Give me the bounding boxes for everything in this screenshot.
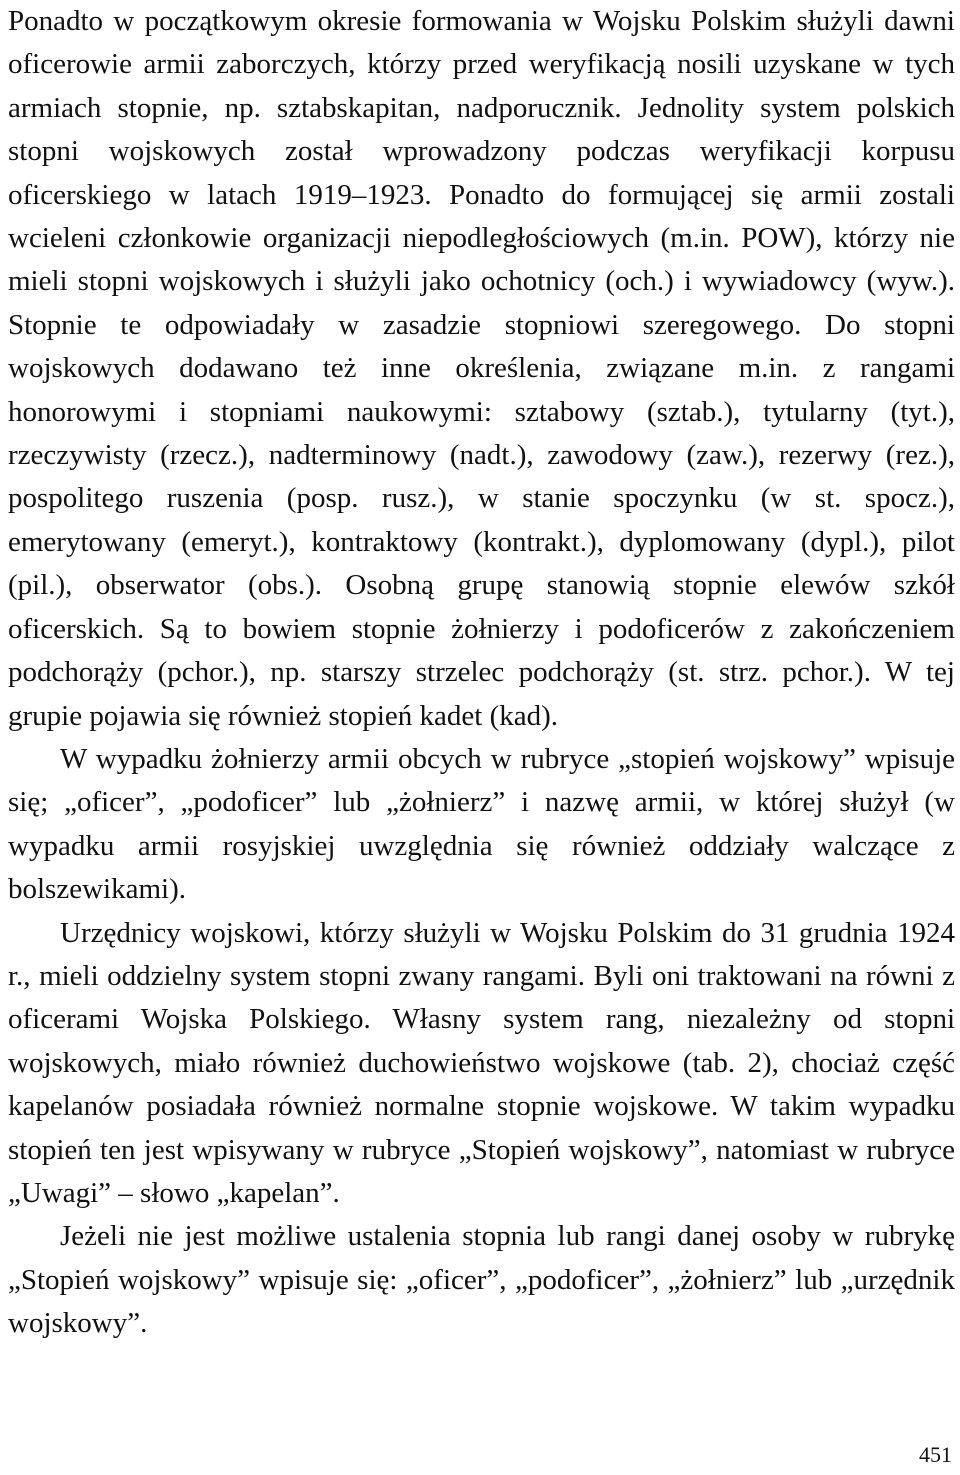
page-number: 451 — [919, 1442, 952, 1467]
paragraph-2: W wypadku żołnierzy armii obcych w rubryce „stopień wojskowy” wpisuje się; „oficer”, „podoficer” lub „żołnierz” i nazwę armii, w której służył (w wypadku armii rosyjskiej uwzględnia się również oddziały walczące z bolszewikami). — [8, 742, 955, 906]
paragraph-1: Ponadto w początkowym okresie formowania w Wojsku Polskim służyli dawni oficerowie armii zaborczych, którzy przed weryfikacją nosili uzyskane w tych armiach stopnie, np. sztabskapitan, nadporucznik. Jednolity system polskich stopni wojskowych został wprowadzony podczas weryfikacji korpusu oficerskiego w latach 1919–1923. Ponadto do formującej się armii zostali wcieleni członkowie organizacji niepodległościowych (m.in. POW), którzy nie mieli stopni wojskowych i służyli jako ochotnicy (och.) i wywiadowcy (wyw.). Stopnie te odpowiadały w zasadzie stopniowi szeregowego. Do stopni wojskowych dodawano też inne określenia, związane m.in. z rangami honorowymi i stopniami naukowymi: sztabowy (sztab.), tytularny (tyt.), rzeczywisty (rzecz.), nadterminowy (nadt.), zawodowy (zaw.), rezerwy (rez.), pospolitego ruszenia (posp. rusz.), w stanie spoczynku (w st. spocz.), emerytowany (emeryt.), kontraktowy (kontrakt.), dyplomowany (dypl.), pilot (pil.), obserwator (obs.). Osobną grupę stanowią stopnie elewów szkół oficerskich. Są to bowiem stopnie żołnierzy i podoficerów z zakończeniem podchorąży (pchor.), np. starszy strzelec podchorąży (st. strz. pchor.). W tej grupie pojawia się również stopień kadet (kad). — [8, 5, 955, 732]
paragraph-3: Urzędnicy wojskowi, którzy służyli w Wojsku Polskim do 31 grudnia 1924 r., mieli oddzielny system stopni zwany rangami. Byli oni traktowani na równi z oficerami Wojska Polskiego. Własny system rang, niezależny od stopni wojskowych, miało również duchowieństwo wojskowe (tab. 2), chociaż część kapelanów posiadała również normalne stopnie wojskowe. W takim wypadku stopień ten jest wpisywany w rubryce „Stopień wojskowy”, natomiast w rubryce „Uwagi” – słowo „kapelan”. — [8, 916, 955, 1209]
paragraph-4: Jeżeli nie jest możliwe ustalenia stopnia lub rangi danej osoby w rubrykę „Stopień wojskowy” wpisuje się: „oficer”, „podoficer”, „żołnierz” lub „urzędnik wojskowy”. — [8, 1220, 955, 1340]
page-body — [8, 0, 955, 1346]
